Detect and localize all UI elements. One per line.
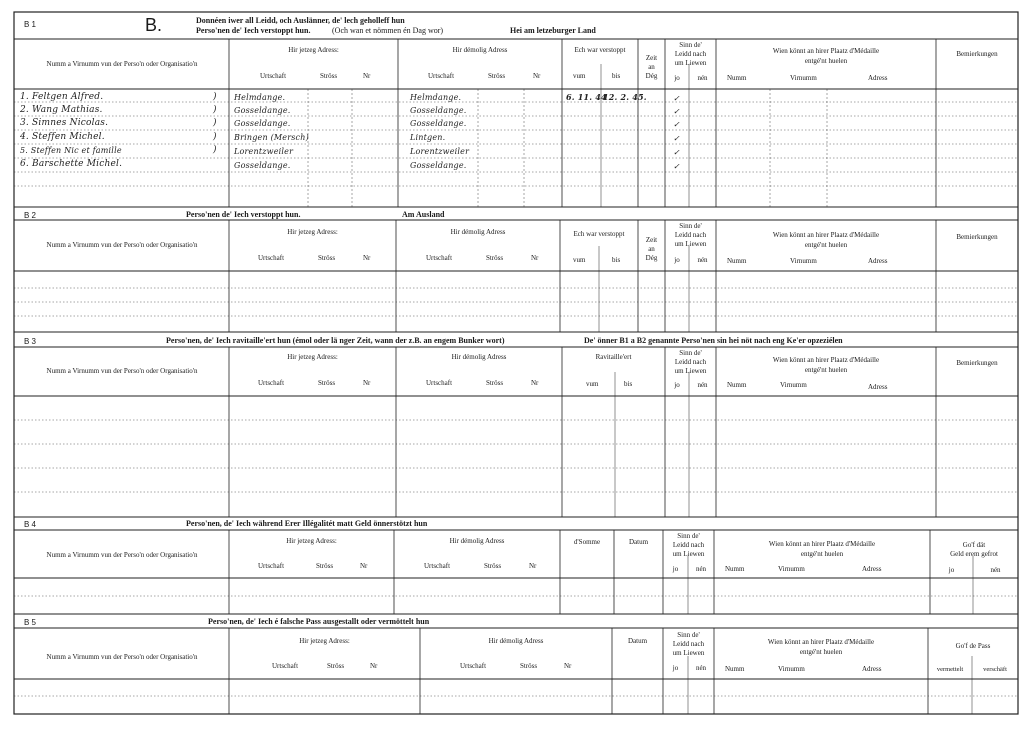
b2-header-to: bis bbox=[612, 256, 621, 264]
b3-header-former-address: Hir démolig Adress bbox=[451, 353, 507, 361]
section-code-b2: B 2 bbox=[24, 211, 37, 220]
b3-header-alive-2: Leidd nach bbox=[674, 358, 707, 366]
b1-header-m-first: Virnumm bbox=[790, 74, 817, 82]
b2-header-time-1: Zeit bbox=[645, 236, 658, 244]
form-letter: B. bbox=[145, 15, 163, 35]
b3-header-name: Numm a Virnumm vun der Perso'n oder Organisatio'n bbox=[46, 367, 198, 375]
b1-header-medal-1: Wien könnt an hirer Plaatz d'Médaille bbox=[772, 47, 880, 55]
b1-row-6-old-town: Gosseldange. bbox=[410, 161, 467, 170]
b1-title-place: Hei am letzeburger Land bbox=[510, 26, 596, 35]
b5-header-street: Ströss bbox=[327, 662, 345, 670]
b1-row-5-alive: ✓ bbox=[673, 148, 680, 157]
b2-header-nr: Nr bbox=[363, 254, 371, 262]
b1-header-time-1: Zeit bbox=[645, 54, 658, 62]
b5-title: Perso'nen, de' Iech é falsche Pass ausgestallt oder vermöttelt hun bbox=[208, 617, 430, 626]
b1-header-time-2: an bbox=[648, 63, 655, 71]
b4-header-money-2: Geld erem gefrot bbox=[950, 550, 998, 558]
b1-row-3-town: Gosseldange. bbox=[234, 119, 291, 128]
b1-row-2-alive: ✓ bbox=[673, 107, 680, 116]
b1-header-m-name: Numm bbox=[727, 74, 747, 82]
b3-header-old-town: Urtschaft bbox=[426, 379, 453, 387]
b2-header-old-nr: Nr bbox=[531, 254, 539, 262]
b1-row-4-town: Bringen (Mersch) bbox=[234, 133, 309, 142]
b4-header-street: Ströss bbox=[316, 562, 334, 570]
b3-title: Perso'nen, de' Iech ravitaille'ert hun (émol oder lä nger Zeit, wann der z.B. an engem Bunker wort) bbox=[166, 336, 505, 345]
b1-row-3-tick: ) bbox=[213, 118, 217, 128]
b4-header-alive-2: Leidd nach bbox=[672, 541, 705, 549]
b5-header-pass: Go'f de Pass bbox=[955, 642, 991, 650]
b4-header-money-yes: jo bbox=[948, 566, 955, 574]
b5-header-date: Datum bbox=[627, 637, 648, 645]
b1-header-from: vum bbox=[573, 72, 586, 80]
b3-header-ravit: Ravitaille'ert bbox=[595, 353, 632, 361]
b2-header-medal-1: Wien könnt an hirer Plaatz d'Médaille bbox=[772, 231, 880, 239]
b1-title-note: (Och wan et nömmen én Dag wor) bbox=[332, 26, 444, 35]
b3-header-street: Ströss bbox=[318, 379, 336, 387]
b2-header-old-street: Ströss bbox=[486, 254, 504, 262]
b4-header-m-address: Adress bbox=[862, 565, 882, 573]
b1-header-alive-1: Sinn de' bbox=[679, 41, 702, 49]
b2-header-street: Ströss bbox=[318, 254, 336, 262]
b1-header-current-address: Hir jetzeg Adress: bbox=[288, 46, 339, 54]
b2-header-name: Numm a Virnumm vun der Perso'n oder Organisatio'n bbox=[46, 241, 198, 249]
b3-header-m-address: Adress bbox=[868, 383, 888, 391]
b2-header-m-name: Numm bbox=[727, 257, 747, 265]
section-code-b1: B 1 bbox=[24, 20, 37, 29]
b3-header-no: nén bbox=[697, 381, 708, 389]
b5-header-m-address: Adress bbox=[862, 665, 882, 673]
b5-header-town: Urtschaft bbox=[272, 662, 299, 670]
b4-header-nr: Nr bbox=[360, 562, 368, 570]
b1-header-old-town: Urtschaft bbox=[428, 72, 455, 80]
b2-title: Perso'nen de' Iech verstoppt hun. bbox=[186, 210, 301, 219]
b5-header-alive-1: Sinn de' bbox=[677, 631, 700, 639]
b4-header-former-address: Hir démolig Adress bbox=[449, 537, 505, 545]
b4-header-old-nr: Nr bbox=[529, 562, 537, 570]
b4-header-name: Numm a Virnumm vun der Perso'n oder Organisatio'n bbox=[46, 551, 198, 559]
b5-header-old-nr: Nr bbox=[564, 662, 572, 670]
b1-row-4-old-town: Lintgen. bbox=[410, 133, 446, 142]
b1-row-5-tick: ) bbox=[213, 145, 217, 155]
b1-header-old-street: Ströss bbox=[488, 72, 506, 80]
b3-header-medal-2: entgé'nt huelen bbox=[804, 366, 848, 374]
b4-header-town: Urtschaft bbox=[258, 562, 285, 570]
b5-header-m-name: Numm bbox=[725, 665, 745, 673]
b4-header-old-town: Urtschaft bbox=[424, 562, 451, 570]
b1-header-old-nr: Nr bbox=[533, 72, 541, 80]
b1-row-2-old-town: Gosseldange. bbox=[410, 106, 467, 115]
b1-header-alive-3: um Liewen bbox=[674, 59, 707, 67]
b4-header-amount: d'Somme bbox=[573, 538, 601, 546]
b5-header-alive-2: Leidd nach bbox=[672, 640, 705, 648]
b5-header-old-town: Urtschaft bbox=[460, 662, 487, 670]
b4-header-m-name: Numm bbox=[725, 565, 745, 573]
b1-row-1-alive: ✓ bbox=[673, 94, 680, 103]
b2-header-remarks: Bemierkungen bbox=[956, 233, 998, 241]
b5-header-nr: Nr bbox=[370, 662, 378, 670]
b2-header-time-2: an bbox=[648, 245, 655, 253]
b4-header-old-street: Ströss bbox=[484, 562, 502, 570]
b3-header-m-first: Virnumm bbox=[780, 381, 807, 389]
b1-header-street: Ströss bbox=[320, 72, 338, 80]
b1-row-6-name: 6. Barschette Michel. bbox=[20, 159, 123, 169]
b2-header-hid: Ech war verstoppt bbox=[573, 230, 625, 238]
b4-title: Perso'nen, de' Iech während Erer Illégalitét matt Geld önnerstötzt hun bbox=[186, 519, 428, 528]
b2-header-town: Urtschaft bbox=[258, 254, 285, 262]
b1-title-line2: Perso'nen de' Iech verstoppt hun. bbox=[196, 26, 311, 35]
b4-header-money-1: Go'f dät bbox=[962, 541, 986, 549]
b1-header-remarks: Bemierkungen bbox=[956, 50, 998, 58]
b1-row-1-old-town: Helmdange. bbox=[410, 93, 462, 102]
b1-header-name: Numm a Virnumm vun der Perso'n oder Organisatio'n bbox=[46, 60, 198, 68]
b1-header-former-address: Hir démolig Adress bbox=[452, 46, 508, 54]
b2-header-alive-1: Sinn de' bbox=[679, 222, 702, 230]
b3-header-alive-3: um Liewen bbox=[674, 367, 707, 375]
b4-header-medal-1: Wien könnt an hirer Plaatz d'Médaille bbox=[768, 540, 876, 548]
b1-header-nr: Nr bbox=[363, 72, 371, 80]
b3-header-from: vum bbox=[586, 380, 599, 388]
b3-header-m-name: Numm bbox=[727, 381, 747, 389]
b1-row-6-alive: ✓ bbox=[673, 162, 680, 171]
b5-header-alive-3: um Liewen bbox=[672, 649, 705, 657]
b1-row-2-tick: ) bbox=[213, 105, 217, 115]
b4-header-date: Datum bbox=[628, 538, 649, 546]
b1-row-5-old-town: Lorentzweiler bbox=[410, 147, 470, 156]
b1-row-1-name: 1. Feltgen Alfred. bbox=[20, 92, 104, 102]
b5-header-mediated: vermettelt bbox=[936, 666, 964, 673]
b1-header-alive-2: Leidd nach bbox=[674, 50, 707, 58]
b1-row-4-tick: ) bbox=[213, 132, 217, 142]
b1-row-3-old-town: Gosseldange. bbox=[410, 119, 467, 128]
b5-header-old-street: Ströss bbox=[520, 662, 538, 670]
b1-row-5-name: 5. Steffen Nic et famille bbox=[20, 146, 122, 155]
b5-header-current-address: Hir jetzeg Adress: bbox=[299, 637, 350, 645]
section-code-b3: B 3 bbox=[24, 337, 37, 346]
b1-header-medal-2: entgé'nt huelen bbox=[804, 57, 848, 65]
b1-row-1-to: 12. 2. 45. bbox=[603, 92, 647, 102]
b1-row-2-name: 2. Wang Mathias. bbox=[20, 105, 103, 115]
b2-header-m-address: Adress bbox=[868, 257, 888, 265]
b3-header-old-nr: Nr bbox=[531, 379, 539, 387]
b5-header-medal-1: Wien könnt an hirer Plaatz d'Médaille bbox=[767, 638, 875, 646]
section-code-b4: B 4 bbox=[24, 520, 37, 529]
b2-header-m-first: Virnumm bbox=[790, 257, 817, 265]
b4-header-money-no: nén bbox=[990, 566, 1001, 574]
b5-header-yes: jo bbox=[672, 664, 679, 672]
b3-header-current-address: Hir jetzeg Adress: bbox=[287, 353, 338, 361]
b5-header-no: nén bbox=[695, 664, 707, 672]
b3-header-nr: Nr bbox=[363, 379, 371, 387]
b4-header-current-address: Hir jetzeg Adress: bbox=[286, 537, 337, 545]
b2-header-yes: jo bbox=[674, 256, 680, 264]
b3-header-old-street: Ströss bbox=[486, 379, 504, 387]
b3-header-alive-1: Sinn de' bbox=[679, 349, 702, 357]
b1-row-4-alive: ✓ bbox=[673, 134, 680, 143]
b1-header-hid: Ech war verstoppt bbox=[574, 46, 626, 54]
b2-header-no: nén bbox=[697, 256, 708, 264]
b2-header-medal-2: entgé'nt huelen bbox=[804, 241, 848, 249]
b2-place: Am Ausland bbox=[402, 210, 445, 219]
section-code-b5: B 5 bbox=[24, 618, 37, 627]
b2-header-time-3: Dég bbox=[645, 254, 658, 262]
b2-header-current-address: Hir jetzeg Adress: bbox=[287, 228, 338, 236]
b5-header-name: Numm a Virnumm vun der Perso'n oder Organisatio'n bbox=[46, 653, 198, 661]
b3-header-town: Urtschaft bbox=[258, 379, 285, 387]
b5-header-medal-2: entgé'nt huelen bbox=[799, 648, 843, 656]
b5-header-gifted: verschäft bbox=[983, 666, 1007, 673]
b1-row-3-name: 3. Simnes Nicolas. bbox=[20, 118, 109, 128]
b1-row-2-town: Gosseldange. bbox=[234, 106, 291, 115]
b3-header-yes: jo bbox=[674, 381, 680, 389]
b5-header-former-address: Hir démolig Adress bbox=[488, 637, 544, 645]
b3-header-to: bis bbox=[624, 380, 633, 388]
b1-row-1-from: 6. 11. 44 bbox=[566, 92, 607, 102]
b1-header-m-address: Adress bbox=[868, 74, 888, 82]
b3-header-remarks: Bemierkungen bbox=[956, 359, 998, 367]
b1-row-4-name: 4. Steffen Michel. bbox=[20, 132, 105, 142]
b1-row-6-town: Gosseldange. bbox=[234, 161, 291, 170]
b1-row-3-alive: ✓ bbox=[673, 120, 680, 129]
b2-header-alive-3: um Liewen bbox=[674, 240, 707, 248]
b1-row-1-town: Helmdange. bbox=[234, 93, 286, 102]
b3-note: De' önner B1 a B2 genannte Perso'nen sin hei nöt nach eng Ke'er opzeziélen bbox=[584, 336, 843, 345]
b4-header-medal-2: entgé'nt huelen bbox=[800, 550, 844, 558]
b2-header-alive-2: Leidd nach bbox=[674, 231, 707, 239]
b5-header-m-first: Virnumm bbox=[778, 665, 805, 673]
b1-header-no: nén bbox=[697, 74, 708, 82]
b1-row-1-tick: ) bbox=[213, 92, 217, 102]
b1-header-town: Urtschaft bbox=[260, 72, 287, 80]
b1-title-line1: Donnéen iwer all Leidd, och Auslänner, de' lech geholleff hun bbox=[196, 16, 405, 25]
b2-header-old-town: Urtschaft bbox=[426, 254, 453, 262]
b2-header-from: vum bbox=[573, 256, 586, 264]
b4-header-m-first: Virnumm bbox=[778, 565, 805, 573]
b4-header-yes: jo bbox=[672, 565, 679, 573]
b3-header-medal-1: Wien könnt an hirer Plaatz d'Médaille bbox=[772, 356, 880, 364]
b4-header-no: nén bbox=[695, 565, 707, 573]
b4-header-alive-1: Sinn de' bbox=[677, 532, 700, 540]
b1-row-5-town: Lorentzweiler bbox=[234, 147, 294, 156]
b1-header-to: bis bbox=[612, 72, 621, 80]
b1-header-yes: jo bbox=[674, 74, 680, 82]
b2-header-former-address: Hir démolig Adress bbox=[450, 228, 506, 236]
b4-header-alive-3: um Liewen bbox=[672, 550, 705, 558]
b1-header-time-3: Dég bbox=[645, 72, 658, 80]
